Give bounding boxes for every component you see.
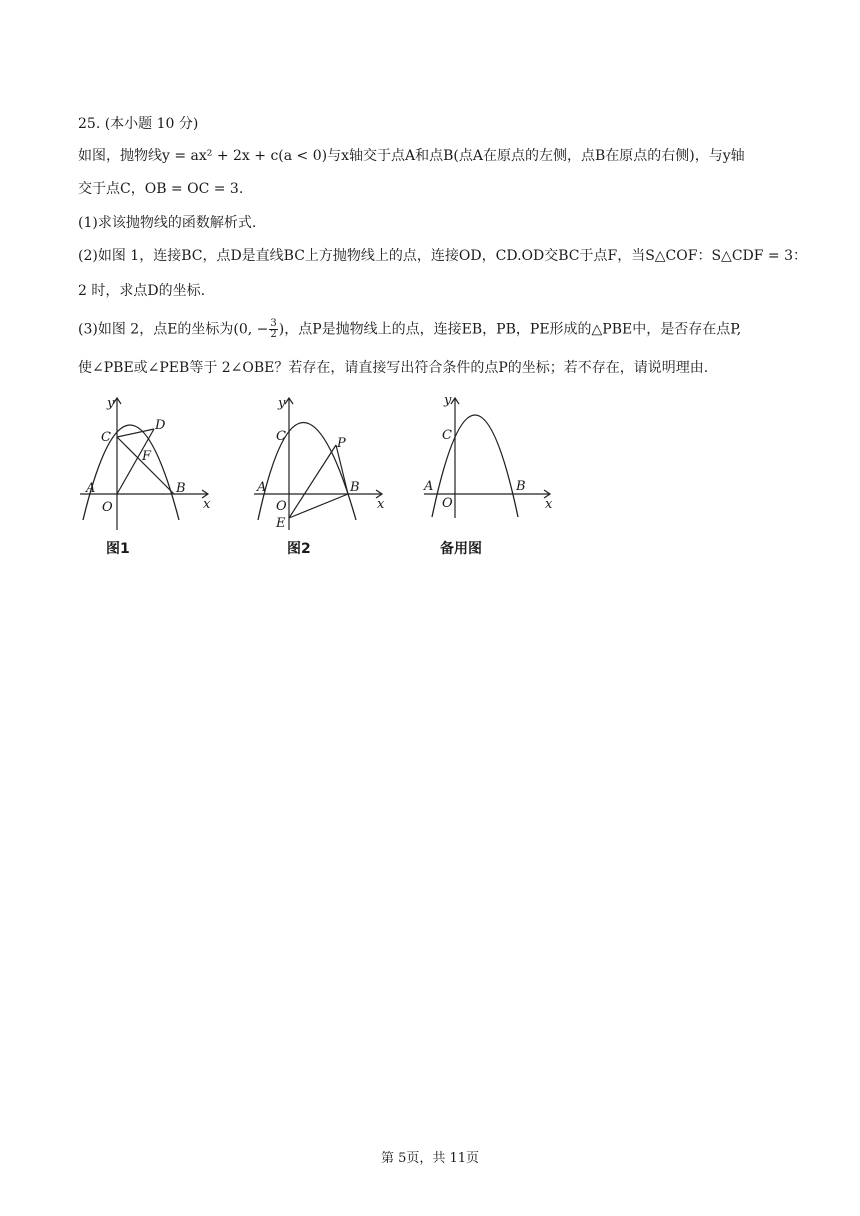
figure-spare-graph — [418, 390, 568, 540]
problem-intro-line2: 交于点C，OB = OC = 3. — [78, 181, 244, 197]
label-x: x — [545, 497, 553, 512]
figure-spare — [418, 390, 568, 544]
figure-1 — [74, 390, 224, 544]
question-2-line2: 2 时，求点D的坐标. — [78, 283, 206, 299]
parabola — [83, 425, 179, 520]
label-C: C — [442, 428, 452, 443]
question-3-suffix: )，点P是抛物线上的点，连接EB，PB，PE形成的△PBE中，是否存在点P, — [278, 321, 742, 338]
label-A: A — [424, 479, 434, 494]
page-footer: 第 5页，共 11页 — [380, 1151, 480, 1166]
label-A: A — [257, 480, 267, 495]
figure-2 — [248, 390, 398, 544]
figure-spare-caption: 备用图 — [440, 541, 482, 557]
segment-EB — [289, 494, 348, 518]
question-1: (1)求该抛物线的函数解析式. — [78, 215, 257, 231]
fraction-denominator: 2 — [270, 329, 277, 340]
segment-PB — [336, 445, 348, 494]
figure-2-graph — [248, 390, 398, 540]
figure-2-caption: 图2 — [287, 541, 311, 557]
problem-intro-line1: 如图，抛物线y = ax² + 2x + c(a < 0)与x轴交于点A和点B(点A在原点的左侧，点B在原点的右侧)，与y轴 — [78, 148, 745, 164]
label-x: x — [203, 497, 211, 512]
label-P: P — [337, 436, 346, 451]
label-C: C — [101, 430, 111, 445]
label-B: B — [176, 481, 186, 496]
label-O: O — [442, 496, 453, 511]
segment-PE — [289, 445, 336, 518]
label-F: F — [142, 449, 152, 464]
problem-heading: 25. (本小题 10 分) — [78, 116, 199, 132]
label-C: C — [276, 429, 286, 444]
label-y: y — [278, 396, 286, 411]
label-D: D — [155, 418, 166, 433]
question-3-line2: 使∠PBE或∠PEB等于 2∠OBE？若存在，请直接写出符合条件的点P的坐标；若不存在，请说明理由. — [78, 360, 709, 376]
segment-CD — [117, 429, 154, 437]
label-O: O — [102, 500, 113, 515]
label-x: x — [377, 497, 385, 512]
figure-1-graph — [74, 390, 224, 540]
label-E: E — [276, 516, 286, 531]
label-A: A — [86, 481, 96, 496]
figure-1-caption: 图1 — [106, 541, 130, 557]
fraction-three-halves — [269, 319, 277, 340]
question-2-line1: (2)如图 1，连接BC，点D是直线BC上方抛物线上的点，连接OD，CD.OD交BC于点F，当S△COF：S△CDF = 3： — [78, 248, 808, 264]
question-3-line1 — [78, 319, 741, 340]
label-B: B — [350, 480, 360, 495]
question-3-prefix: (3)如图 2，点E的坐标为(0, − — [78, 321, 269, 338]
label-B: B — [516, 479, 526, 494]
segment-BC — [117, 437, 174, 494]
label-y: y — [444, 393, 452, 408]
fraction-numerator: 3 — [270, 318, 277, 329]
label-O: O — [276, 499, 287, 514]
label-y: y — [107, 396, 115, 411]
